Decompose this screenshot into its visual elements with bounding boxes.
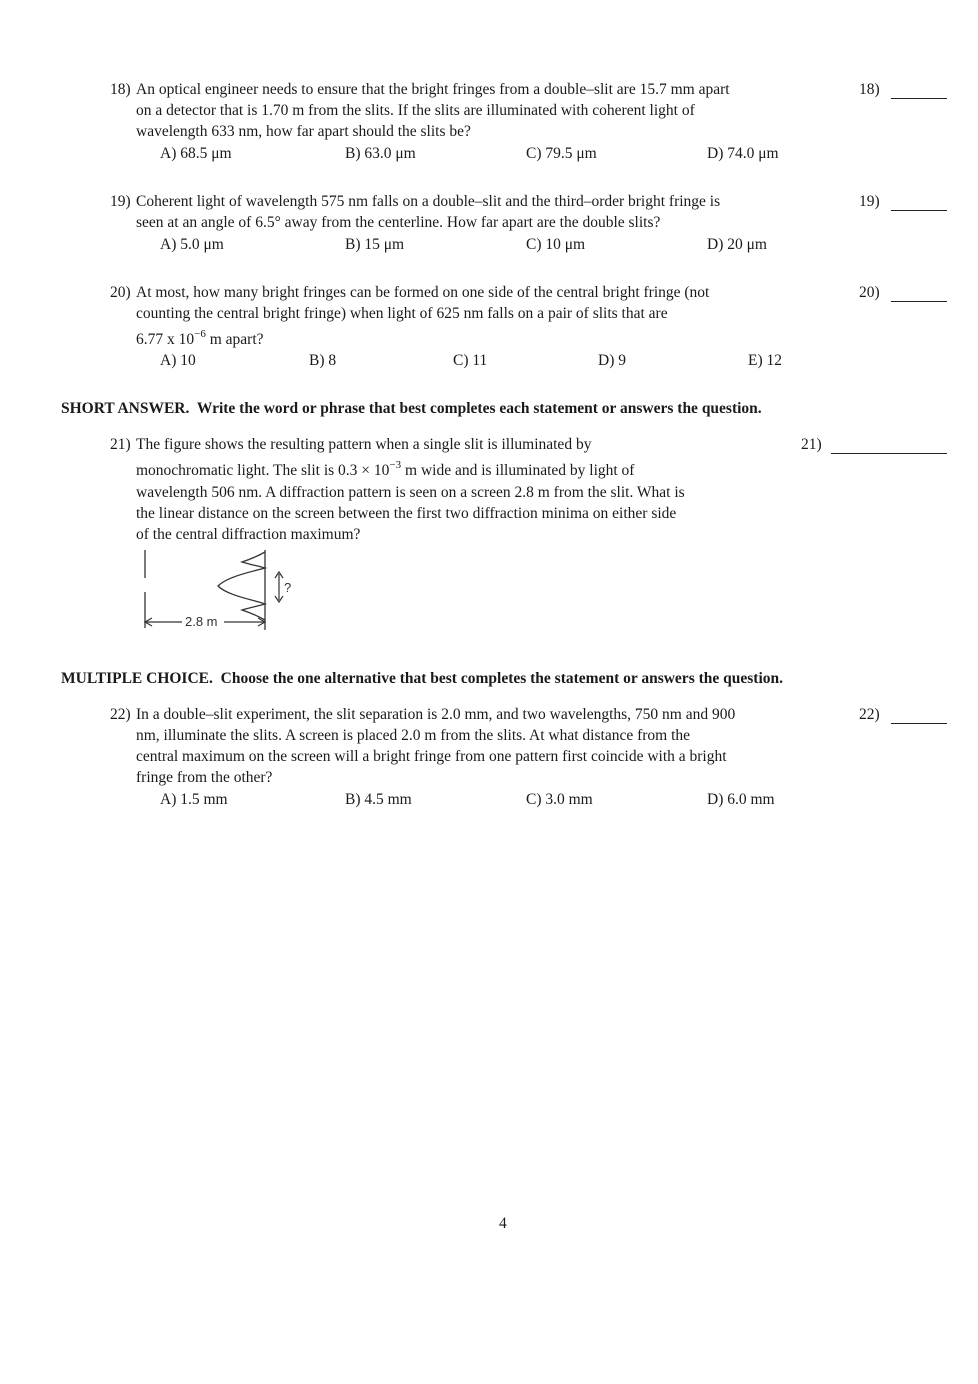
q21-text-line5: of the central diffraction maximum? xyxy=(136,526,361,543)
q18-answer-label: 18) xyxy=(859,81,880,98)
q19-option-c: C) 10 μm xyxy=(526,236,586,253)
q18-number: 18) xyxy=(110,81,131,98)
q18-option-c: C) 79.5 μm xyxy=(526,145,597,162)
q21-text-line1: The figure shows the resulting pattern when a single slit is illuminated by xyxy=(136,436,592,453)
q18-option-d: D) 74.0 μm xyxy=(707,145,779,162)
q20-text-line2: counting the central bright fringe) when light of 625 nm falls on a pair of slits that are xyxy=(136,305,668,322)
q18-option-a: A) 68.5 μm xyxy=(160,145,232,162)
page-number: 4 xyxy=(499,1215,507,1232)
q20-answer-label: 20) xyxy=(859,284,880,301)
q22-option-a: A) 1.5 mm xyxy=(160,791,228,808)
q18-text-line1: An optical engineer needs to ensure that the bright fringes from a double–slit are 15.7 mm apart xyxy=(136,81,730,98)
q19-text-line2: seen at an angle of 6.5° away from the centerline. How far apart are the double slits? xyxy=(136,214,661,231)
q22-option-b: B) 4.5 mm xyxy=(345,791,412,808)
q20-text-line1: At most, how many bright fringes can be formed on one side of the central bright fringe (not xyxy=(136,284,710,301)
q21-text-line3: wavelength 506 nm. A diffraction pattern is seen on a screen 2.8 m from the slit. What is xyxy=(136,484,685,501)
q22-answer-label: 22) xyxy=(859,706,880,723)
q20-option-c: C) 11 xyxy=(453,352,488,369)
multiple-choice-header: MULTIPLE CHOICE. Choose the one alternative that best completes the statement or answers the question. xyxy=(61,670,783,687)
q21-text-line2: monochromatic light. The slit is $0.3 \times 10^{-3}$ m wide and is illuminated by light of xyxy=(136,458,635,479)
q20-answer-blank[interactable] xyxy=(891,301,947,302)
q22-option-d: D) 6.0 mm xyxy=(707,791,775,808)
q22-number: 22) xyxy=(110,706,131,723)
q22-answer-blank[interactable] xyxy=(891,723,947,724)
q21-exponent: −3 xyxy=(389,458,402,471)
q21-number: 21) xyxy=(110,436,131,453)
q22-text-line2: nm, illuminate the slits. A screen is placed 2.0 m from the slits. At what distance from the xyxy=(136,727,691,744)
q18-answer-blank[interactable] xyxy=(891,98,947,99)
q21-answer-label: 21) xyxy=(801,436,822,453)
short-answer-header: SHORT ANSWER. Write the word or phrase that best completes each statement or answers the question. xyxy=(61,400,762,417)
q20-text-line3: 6.77 x $10^{-6}$ m apart? xyxy=(136,327,264,348)
q22-option-c: C) 3.0 mm xyxy=(526,791,593,808)
q19-answer-blank[interactable] xyxy=(891,210,947,211)
q21-answer-blank[interactable] xyxy=(831,453,947,454)
q19-answer-label: 19) xyxy=(859,193,880,210)
q18-option-b: B) 63.0 μm xyxy=(345,145,416,162)
q20-option-e: E) 12 xyxy=(748,352,783,369)
q21-text-line4: the linear distance on the screen between the first two diffraction minima on either side xyxy=(136,505,677,522)
q22-text-line3: central maximum on the screen will a bright fringe from one pattern first coincide with a bright xyxy=(136,748,727,765)
q19-option-b: B) 15 μm xyxy=(345,236,405,253)
unknown-label: ? xyxy=(284,580,292,595)
distance-label: 2.8 m xyxy=(185,614,218,629)
q20-number: 20) xyxy=(110,284,131,301)
q18-text-line3: wavelength 633 nm, how far apart should the slits be? xyxy=(136,123,471,140)
q19-option-d: D) 20 μm xyxy=(707,236,767,253)
q22-text-line4: fringe from the other? xyxy=(136,769,273,786)
diffraction-pattern xyxy=(218,552,265,620)
q20-option-a: A) 10 xyxy=(160,352,196,369)
q22-text-line1: In a double–slit experiment, the slit separation is 2.0 mm, and two wavelengths, 750 nm and 900 xyxy=(136,706,736,723)
diffraction-figure xyxy=(138,548,308,632)
q18-text-line2: on a detector that is 1.70 m from the slits. If the slits are illuminated with coherent light of xyxy=(136,102,695,119)
q20-option-d: D) 9 xyxy=(598,352,626,369)
q20-exponent: −6 xyxy=(194,327,206,340)
q19-text-line1: Coherent light of wavelength 575 nm falls on a double–slit and the third–order bright fringe is xyxy=(136,193,721,210)
q19-number: 19) xyxy=(110,193,131,210)
q19-option-a: A) 5.0 μm xyxy=(160,236,224,253)
q20-option-b: B) 8 xyxy=(309,352,337,369)
